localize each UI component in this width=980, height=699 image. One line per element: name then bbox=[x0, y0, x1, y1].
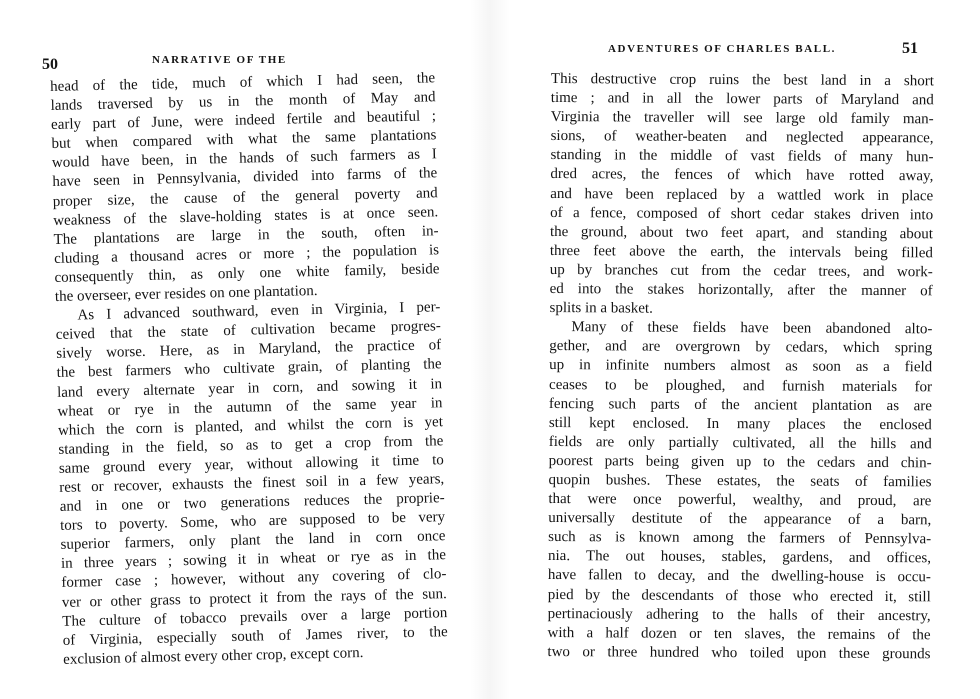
text-line: consequently thin, as only one white family, beside bbox=[54, 261, 440, 286]
text-line: sions, of weather-beaten and neglected appearance, bbox=[550, 128, 934, 147]
text-line: rest or recover, exhausts the finest soil in a few years, bbox=[59, 471, 445, 496]
text-line: quopin bushes. These estates, the seats of families bbox=[548, 471, 932, 491]
text-line: early part of June, were indeed fertile and beautiful ; bbox=[50, 108, 437, 134]
text-line: which the corn is planted, and whilst the corn is yet bbox=[57, 413, 444, 439]
text-line: of a fence, composed of short cedar stakes driven into bbox=[550, 204, 934, 223]
text-line: splits in a basket. bbox=[549, 300, 653, 317]
text-line: As I advanced southward, even in Virginia, I per- bbox=[77, 299, 441, 324]
body-text bbox=[50, 69, 448, 669]
text-line: standing in the middle of vast fields of many hun- bbox=[550, 147, 934, 166]
text-line: pertinaciously adhering to the halls of their ancestry, bbox=[547, 605, 931, 624]
text-line: and have been replaced by a wattled work in place bbox=[550, 185, 934, 204]
text-line: the best farmers who cultivate grain, of planting the bbox=[56, 356, 442, 382]
text-line: ceases to be ploughed, and furnish materials for bbox=[549, 376, 933, 395]
text-line: superior farmers, only plant the land in corn once bbox=[60, 528, 446, 554]
text-line: nia. The out houses, stables, gardens, and offices, bbox=[547, 548, 932, 567]
text-line: that were once powerful, wealthy, and proud, are bbox=[548, 491, 932, 510]
text-line: but when compared with what the same plantations bbox=[51, 127, 437, 153]
text-line: in three years ; sowing it in wheat or rye as in the bbox=[60, 547, 447, 573]
text-line: fields are only partially cultivated, all the hills and bbox=[548, 433, 932, 453]
text-line: former case ; however, without any covering of clo- bbox=[61, 566, 447, 592]
text-line: still kept enclosed. In many places the enclosed bbox=[548, 414, 932, 434]
text-line: have fallen to decay, and the dwelling-house is occu- bbox=[547, 567, 931, 586]
body-text bbox=[547, 70, 934, 664]
text-line: exclusion of almost every other crop, except corn. bbox=[63, 644, 364, 668]
text-line: up by branches cut from the cedar trees, and work- bbox=[549, 261, 933, 281]
page-number: 51 bbox=[902, 40, 918, 57]
text-line: ed into the stakes horizontally, after the manner of bbox=[549, 281, 933, 300]
text-line: gether, and are overgrown by cedars, which spring bbox=[549, 338, 933, 357]
text-line: ceived that the state of cultivation became progres- bbox=[55, 318, 441, 344]
text-line: land every alternate year in corn, and sowing it in bbox=[56, 375, 443, 401]
text-line: up in infinite numbers almost as soon as a field bbox=[549, 357, 933, 376]
text-line: two or three hundred who toiled upon these grounds bbox=[547, 643, 931, 663]
text-line: The culture of tobacco prevails over a large portion bbox=[62, 604, 448, 630]
text-line: the ground, about two feet apart, and standing about bbox=[549, 223, 934, 243]
text-line: three feet above the earth, the intervals being filled bbox=[549, 242, 933, 262]
text-line: This destructive crop ruins the best land in a short bbox=[550, 70, 934, 90]
text-line: and in one or two generations reduces the proprie- bbox=[59, 490, 445, 515]
right-page bbox=[490, 0, 980, 699]
text-line: such as is known among the farmers of Pennsylva- bbox=[548, 529, 932, 548]
text-line: The plantations are large in the south, often in- bbox=[53, 222, 439, 248]
text-line: same ground every year, without allowing it time to bbox=[58, 452, 444, 477]
text-line: lands traversed by us in the month of May and bbox=[50, 89, 436, 115]
text-line: universally destitute of the appearance of a barn, bbox=[548, 510, 932, 529]
text-line: of Virginia, especially south of James river, to the bbox=[62, 623, 448, 649]
text-line: fencing such parts of the ancient plantation as are bbox=[548, 395, 933, 414]
running-head: ADVENTURES OF CHARLES BALL. bbox=[608, 43, 836, 55]
text-line: pied by the descendants of those who erected it, still bbox=[547, 586, 931, 605]
text-line: dred acres, the fences of which have rotted away, bbox=[550, 166, 934, 185]
page-number: 50 bbox=[42, 56, 58, 73]
text-line: Virginia the traveller will see large old family man- bbox=[550, 109, 934, 128]
text-line: weakness of the slave-holding states is at once seen. bbox=[53, 203, 439, 229]
text-line: time ; and in all the lower parts of Maryland and bbox=[550, 90, 934, 109]
text-line: Many of these fields have been abandoned alto- bbox=[571, 319, 933, 338]
text-line: tors to poverty. Some, who are supposed to be very bbox=[59, 509, 446, 535]
text-line: proper size, the cause of the general poverty and bbox=[52, 184, 438, 210]
text-line: have seen in Pennsylvania, divided into farms of the bbox=[52, 165, 438, 191]
text-line: sively worse. Here, as in Maryland, the practice of bbox=[56, 337, 442, 363]
text-line: poorest parts being given up to the cedars and chin- bbox=[548, 452, 932, 472]
text-line: with a half dozen or ten slaves, the remains of the bbox=[547, 624, 931, 644]
text-line: cluding a thousand acres or more ; the population is bbox=[53, 242, 440, 267]
text-line: the overseer, ever resides on one plantation. bbox=[54, 283, 318, 305]
text-line: ver or other grass to protect it from the rays of the sun. bbox=[61, 585, 447, 611]
text-line: wheat or rye in the autumn of the same year in bbox=[57, 394, 443, 420]
text-line: head of the tide, much of which I had seen, the bbox=[50, 70, 436, 95]
text-line: would have been, in the hands of such farmers as I bbox=[51, 146, 438, 172]
text-line: standing in the field, so as to get a crop from the bbox=[58, 432, 444, 458]
running-head: NARRATIVE OF THE bbox=[152, 54, 287, 66]
